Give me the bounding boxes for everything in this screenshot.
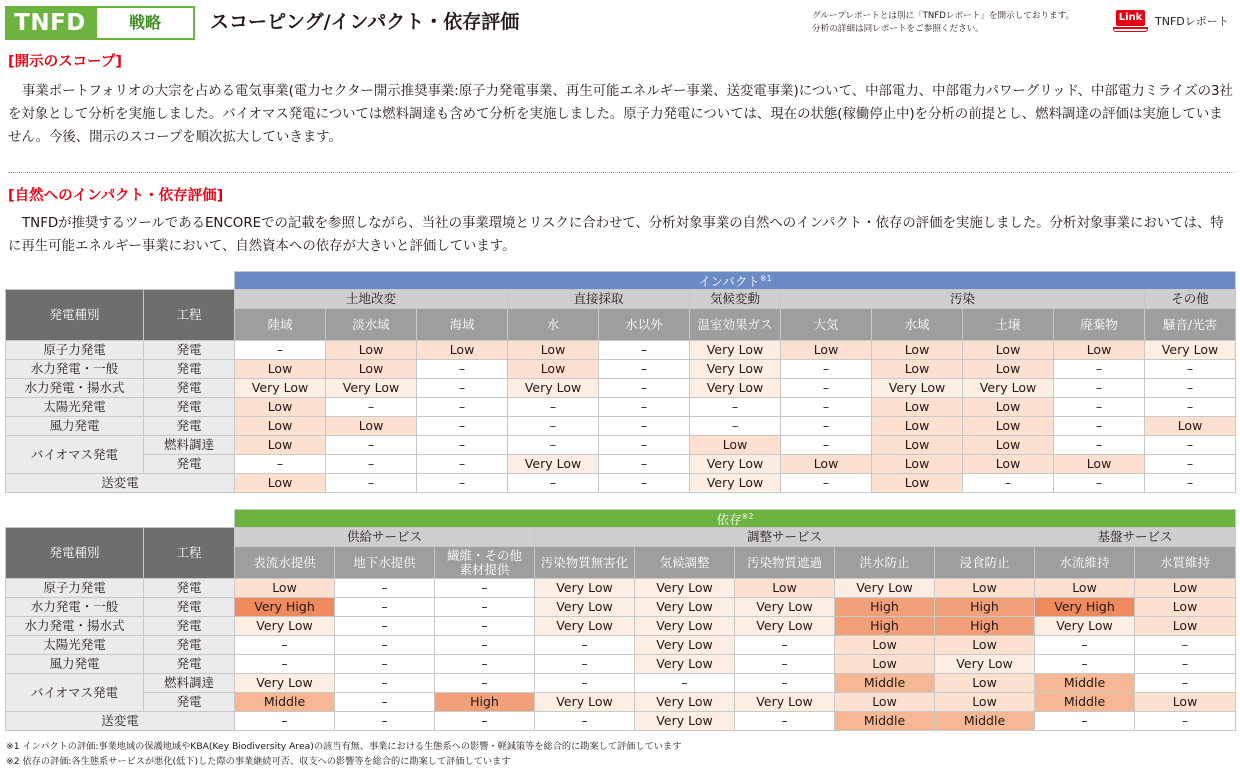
dependency-row-process: 発電 bbox=[144, 636, 235, 655]
impact-value-cell: – bbox=[508, 417, 599, 436]
impact-value-cell: – bbox=[781, 436, 872, 455]
impact-value-cell: – bbox=[1145, 398, 1236, 417]
dependency-subcol bbox=[435, 547, 535, 579]
impact-title-text: インパクト bbox=[698, 274, 760, 290]
impact-value-cell: – bbox=[326, 455, 417, 474]
dependency-value-cell: Very Low bbox=[635, 579, 735, 598]
dependency-value-cell: – bbox=[535, 636, 635, 655]
dependency-value-cell: Very Low bbox=[635, 636, 735, 655]
impact-value-cell: – bbox=[781, 360, 872, 379]
impact-value-cell: – bbox=[781, 398, 872, 417]
impact-value-cell: – bbox=[1054, 360, 1145, 379]
dependency-value-cell: – bbox=[335, 674, 435, 693]
dependency-value-cell: – bbox=[435, 655, 535, 674]
dependency-value-cell: – bbox=[435, 636, 535, 655]
dependency-value-cell: Low bbox=[935, 636, 1035, 655]
page-title: スコーピング/インパクト・依存評価 bbox=[210, 11, 520, 33]
dependency-value-cell: High bbox=[835, 598, 935, 617]
dependency-value-cell: Very High bbox=[1035, 598, 1135, 617]
dependency-value-cell: Very Low bbox=[635, 712, 735, 731]
dependency-value-cell: Very Low bbox=[735, 693, 835, 712]
dependency-row-type: バイオマス発電 bbox=[6, 674, 144, 712]
impact-value-cell: – bbox=[417, 417, 508, 436]
dependency-subcol: 水質維持 bbox=[1135, 547, 1236, 579]
dependency-value-cell: Very Low bbox=[235, 674, 335, 693]
dependency-value-cell: Low bbox=[835, 655, 935, 674]
impact-group: 土地改変 bbox=[235, 290, 508, 309]
impact-value-cell: Very Low bbox=[508, 379, 599, 398]
dependency-value-cell: – bbox=[1135, 636, 1236, 655]
impact-value-cell: – bbox=[599, 455, 690, 474]
report-note-line-2: 分析の詳細は同レポートをご参照ください。 bbox=[812, 24, 984, 34]
impact-value-cell: – bbox=[599, 436, 690, 455]
dependency-value-cell: High bbox=[935, 617, 1035, 636]
dependency-value-cell: Low bbox=[1135, 598, 1236, 617]
dependency-value-cell: Middle bbox=[835, 674, 935, 693]
impact-value-cell: Very Low bbox=[690, 341, 781, 360]
dependency-row-type: 原子力発電 bbox=[6, 579, 144, 598]
impact-value-cell: Low bbox=[872, 360, 963, 379]
dependency-table-row bbox=[6, 636, 1236, 655]
impact-value-cell: – bbox=[417, 455, 508, 474]
page-header bbox=[0, 0, 1240, 48]
impact-value-cell: – bbox=[599, 341, 690, 360]
impact-corner bbox=[6, 272, 235, 290]
dependency-value-cell: – bbox=[535, 712, 635, 731]
scope-heading: [開示のスコープ] bbox=[8, 54, 123, 70]
impact-value-cell: Low bbox=[963, 341, 1054, 360]
dependency-value-cell: – bbox=[1135, 674, 1236, 693]
impact-group: 気候変動 bbox=[690, 290, 781, 309]
impact-value-cell: Low bbox=[872, 436, 963, 455]
dependency-subcol: 表流水提供 bbox=[235, 547, 335, 579]
impact-value-cell: Low bbox=[963, 360, 1054, 379]
impact-row-process: 燃料調達 bbox=[144, 436, 235, 455]
report-note bbox=[812, 10, 1074, 36]
impact-value-cell: Low bbox=[508, 341, 599, 360]
dependency-value-cell: – bbox=[235, 636, 335, 655]
impact-value-cell: Low bbox=[1054, 341, 1145, 360]
impact-value-cell: Low bbox=[235, 474, 326, 493]
dependency-value-cell: Very Low bbox=[635, 655, 735, 674]
dependency-table-row bbox=[6, 693, 1236, 712]
dependency-value-cell: – bbox=[1035, 655, 1135, 674]
impact-row-type: 送変電 bbox=[6, 474, 235, 493]
impact-value-cell: – bbox=[1054, 436, 1145, 455]
impact-value-cell: Low bbox=[963, 436, 1054, 455]
dependency-value-cell: – bbox=[735, 655, 835, 674]
impact-value-cell: Low bbox=[1145, 417, 1236, 436]
link-icon[interactable]: Link bbox=[1116, 10, 1145, 26]
dependency-value-cell: – bbox=[335, 693, 435, 712]
impact-value-cell: – bbox=[599, 474, 690, 493]
impact-value-cell: Very Low bbox=[690, 360, 781, 379]
dependency-value-cell: Low bbox=[1035, 579, 1135, 598]
dependency-subcol: 汚染物質無害化 bbox=[535, 547, 635, 579]
dependency-group: 調整サービス bbox=[535, 528, 1035, 547]
dependency-value-cell: Very Low bbox=[235, 617, 335, 636]
dependency-value-cell: High bbox=[835, 617, 935, 636]
dependency-col-process: 工程 bbox=[144, 528, 235, 579]
impact-value-cell: – bbox=[599, 417, 690, 436]
dependency-value-cell: – bbox=[735, 636, 835, 655]
dependency-value-cell: Middle bbox=[935, 712, 1035, 731]
dependency-value-cell: Middle bbox=[235, 693, 335, 712]
impact-table-row bbox=[6, 379, 1236, 398]
impact-subcol: 土壌 bbox=[963, 309, 1054, 341]
impact-subcol: 大気 bbox=[781, 309, 872, 341]
dependency-value-cell: Very Low bbox=[535, 617, 635, 636]
impact-row-type: 水力発電・一般 bbox=[6, 360, 144, 379]
dependency-value-cell: – bbox=[435, 712, 535, 731]
impact-row-type: 水力発電・揚水式 bbox=[6, 379, 144, 398]
dependency-value-cell: Low bbox=[735, 579, 835, 598]
dependency-value-cell: Very Low bbox=[1035, 617, 1135, 636]
dependency-row-process: 発電 bbox=[144, 617, 235, 636]
dependency-table-row bbox=[6, 617, 1236, 636]
report-note-line-1: グループレポートとは別に「TNFDレポート」を開示しております。 bbox=[812, 11, 1075, 21]
impact-row-process: 発電 bbox=[144, 379, 235, 398]
impact-row-type: バイオマス発電 bbox=[6, 436, 144, 474]
impact-value-cell: Very Low bbox=[963, 379, 1054, 398]
impact-value-cell: Very Low bbox=[1145, 341, 1236, 360]
impact-row-process: 発電 bbox=[144, 398, 235, 417]
impact-row-type: 太陽光発電 bbox=[6, 398, 144, 417]
section-divider bbox=[8, 172, 1234, 173]
impact-row-type: 風力発電 bbox=[6, 417, 144, 436]
impact-subcol: 海域 bbox=[417, 309, 508, 341]
dependency-value-cell: – bbox=[535, 674, 635, 693]
impact-value-cell: Low bbox=[326, 341, 417, 360]
impact-row-process: 発電 bbox=[144, 455, 235, 474]
impact-value-cell: Low bbox=[235, 417, 326, 436]
dependency-value-cell: – bbox=[1135, 712, 1236, 731]
dependency-value-cell: – bbox=[235, 655, 335, 674]
impact-value-cell: – bbox=[417, 436, 508, 455]
impact-value-cell: Very Low bbox=[235, 379, 326, 398]
impact-subcol: 陸域 bbox=[235, 309, 326, 341]
dependency-value-cell: Middle bbox=[835, 712, 935, 731]
impact-value-cell: – bbox=[1054, 398, 1145, 417]
dependency-value-cell: – bbox=[635, 674, 735, 693]
dependency-row-process: 発電 bbox=[144, 693, 235, 712]
dependency-table-row bbox=[6, 712, 1236, 731]
impact-value-cell: Low bbox=[417, 341, 508, 360]
impact-value-cell: – bbox=[1054, 379, 1145, 398]
dependency-value-cell: – bbox=[335, 636, 435, 655]
impact-group: 汚染 bbox=[781, 290, 1145, 309]
dependency-value-cell: Very Low bbox=[835, 579, 935, 598]
dependency-value-cell: – bbox=[335, 617, 435, 636]
impact-table-row bbox=[6, 360, 1236, 379]
impact-value-cell: – bbox=[235, 341, 326, 360]
dependency-value-cell: Very Low bbox=[735, 617, 835, 636]
impact-subcol: 騒音/光害 bbox=[1145, 309, 1236, 341]
impact-value-cell: Very Low bbox=[508, 455, 599, 474]
dependency-value-cell: Low bbox=[935, 674, 1035, 693]
dependency-group: 基盤サービス bbox=[1035, 528, 1236, 547]
impact-subcol: 水域 bbox=[872, 309, 963, 341]
dependency-subcol-line: 素材提供 bbox=[459, 561, 510, 577]
dependency-value-cell: Low bbox=[835, 636, 935, 655]
category-badge: 戦略 bbox=[95, 6, 195, 40]
dependency-title-note: ※2 bbox=[741, 512, 754, 521]
impact-value-cell: – bbox=[1054, 474, 1145, 493]
dependency-value-cell: Low bbox=[835, 693, 935, 712]
dependency-row-process: 発電 bbox=[144, 579, 235, 598]
impact-value-cell: Very Low bbox=[690, 474, 781, 493]
impact-table-row bbox=[6, 474, 1236, 493]
dependency-subcol: 浸食防止 bbox=[935, 547, 1035, 579]
dependency-value-cell: – bbox=[735, 674, 835, 693]
dependency-value-cell: Low bbox=[1135, 693, 1236, 712]
dependency-subcol-line: 繊維・その他 bbox=[446, 547, 522, 563]
dependency-value-cell: Very Low bbox=[535, 598, 635, 617]
impact-value-cell: – bbox=[508, 398, 599, 417]
impact-value-cell: – bbox=[1145, 360, 1236, 379]
dependency-value-cell: – bbox=[435, 598, 535, 617]
dependency-value-cell: Very Low bbox=[635, 693, 735, 712]
impact-table-row bbox=[6, 436, 1236, 455]
assessment-text: TNFDが推奨するツールであるENCOREでの記載を参照しながら、当社の事業環境とリスクに合わせて、分析対象事業の自然へのインパクト・依存の評価を実施しました。分析対象事業においては、特に再生可能エネルギー事業において、自然資本への依存が大きいと評価しています。 bbox=[8, 216, 1224, 254]
dependency-value-cell: – bbox=[435, 579, 535, 598]
impact-value-cell: Low bbox=[235, 398, 326, 417]
impact-col-type: 発電種別 bbox=[6, 290, 144, 341]
impact-table-row bbox=[6, 455, 1236, 474]
impact-value-cell: Low bbox=[235, 436, 326, 455]
dependency-value-cell: – bbox=[335, 655, 435, 674]
dependency-value-cell: Very High bbox=[235, 598, 335, 617]
impact-value-cell: Low bbox=[872, 341, 963, 360]
impact-value-cell: – bbox=[1145, 474, 1236, 493]
dependency-table-row bbox=[6, 655, 1236, 674]
impact-table-row bbox=[6, 341, 1236, 360]
impact-value-cell: – bbox=[508, 474, 599, 493]
impact-subcol: 温室効果ガス bbox=[690, 309, 781, 341]
impact-value-cell: Low bbox=[781, 455, 872, 474]
dependency-group: 供給サービス bbox=[235, 528, 535, 547]
impact-value-cell: – bbox=[1145, 455, 1236, 474]
impact-group: 直接採取 bbox=[508, 290, 690, 309]
dependency-subcol: 気候調整 bbox=[635, 547, 735, 579]
impact-value-cell: – bbox=[690, 417, 781, 436]
dependency-value-cell: – bbox=[435, 674, 535, 693]
impact-value-cell: Very Low bbox=[690, 455, 781, 474]
impact-row-process: 発電 bbox=[144, 360, 235, 379]
tnfd-report-link[interactable]: TNFDレポート bbox=[1155, 15, 1229, 28]
impact-value-cell: – bbox=[781, 474, 872, 493]
impact-value-cell: Low bbox=[781, 341, 872, 360]
impact-value-cell: – bbox=[235, 455, 326, 474]
footnote-1: ※1 インパクトの評価:事業地域の保護地域やKBA(Key Biodiversity Area)の該当有無、事業における生態系への影響・軽減策等を総合的に勘案して評価しています bbox=[6, 741, 682, 752]
dependency-value-cell: Low bbox=[235, 579, 335, 598]
dependency-subcol: 汚染物質遮過 bbox=[735, 547, 835, 579]
impact-value-cell: – bbox=[326, 436, 417, 455]
dependency-value-cell: Very Low bbox=[635, 598, 735, 617]
dependency-value-cell: – bbox=[235, 712, 335, 731]
impact-value-cell: Low bbox=[508, 360, 599, 379]
dependency-value-cell: Low bbox=[1135, 617, 1236, 636]
impact-subcol: 水以外 bbox=[599, 309, 690, 341]
dependency-value-cell: – bbox=[335, 579, 435, 598]
impact-value-cell: – bbox=[781, 379, 872, 398]
impact-col-process: 工程 bbox=[144, 290, 235, 341]
dependency-value-cell: Very Low bbox=[635, 617, 735, 636]
impact-value-cell: Low bbox=[872, 417, 963, 436]
impact-table bbox=[5, 271, 1236, 493]
impact-value-cell: Low bbox=[872, 398, 963, 417]
impact-row-process: 発電 bbox=[144, 341, 235, 360]
impact-subcol: 淡水域 bbox=[326, 309, 417, 341]
dependency-subcol: 水流維持 bbox=[1035, 547, 1135, 579]
impact-subcol: 廃棄物 bbox=[1054, 309, 1145, 341]
impact-value-cell: – bbox=[1145, 379, 1236, 398]
impact-value-cell: Low bbox=[690, 436, 781, 455]
impact-value-cell: – bbox=[417, 379, 508, 398]
impact-value-cell: Very Low bbox=[690, 379, 781, 398]
dependency-corner bbox=[6, 510, 235, 528]
impact-title bbox=[235, 272, 1236, 290]
tnfd-badge: TNFD bbox=[5, 6, 95, 40]
impact-value-cell: Low bbox=[963, 455, 1054, 474]
dependency-table-row bbox=[6, 579, 1236, 598]
dependency-subcol: 地下水提供 bbox=[335, 547, 435, 579]
impact-value-cell: Low bbox=[963, 398, 1054, 417]
dependency-value-cell: High bbox=[435, 693, 535, 712]
dependency-value-cell: Low bbox=[935, 579, 1035, 598]
dependency-value-cell: – bbox=[735, 712, 835, 731]
dependency-value-cell: Low bbox=[935, 693, 1035, 712]
impact-value-cell: Low bbox=[963, 417, 1054, 436]
dependency-table-row bbox=[6, 674, 1236, 693]
impact-value-cell: – bbox=[690, 398, 781, 417]
impact-row-type: 原子力発電 bbox=[6, 341, 144, 360]
dependency-value-cell: – bbox=[1035, 712, 1135, 731]
impact-value-cell: Low bbox=[1054, 455, 1145, 474]
dependency-row-type: 水力発電・一般 bbox=[6, 598, 144, 617]
dependency-value-cell: Very Low bbox=[535, 579, 635, 598]
dependency-title-text: 依存 bbox=[716, 512, 742, 528]
impact-value-cell: – bbox=[417, 398, 508, 417]
impact-value-cell: Low bbox=[872, 474, 963, 493]
scope-text: 事業ポートフォリオの大宗を占める電気事業(電力セクター開示推奨事業:原子力発電事業、再生可能エネルギー事業、送変電事業)について、中部電力、中部電力パワーグリッド、中部電力ミライズの3社を対象として分析を実施しました。バイオマス発電については燃料調達も含めて分析を実施しました。原子力発電については、現在の状態(稼働停止中)を分析の前提とし、燃料調達の評価は実施していません。今後、開示のスコープを順次拡大していきます。 bbox=[8, 84, 1233, 145]
dependency-value-cell: High bbox=[935, 598, 1035, 617]
impact-value-cell: Very Low bbox=[872, 379, 963, 398]
dependency-value-cell: – bbox=[535, 655, 635, 674]
impact-value-cell: Low bbox=[326, 360, 417, 379]
dependency-row-process: 発電 bbox=[144, 655, 235, 674]
impact-row-process: 発電 bbox=[144, 417, 235, 436]
impact-value-cell: – bbox=[508, 436, 599, 455]
dependency-row-process: 発電 bbox=[144, 598, 235, 617]
impact-value-cell: Low bbox=[235, 360, 326, 379]
impact-value-cell: Low bbox=[326, 417, 417, 436]
dependency-value-cell: Middle bbox=[1035, 674, 1135, 693]
dependency-value-cell: Very Low bbox=[535, 693, 635, 712]
dependency-value-cell: Very Low bbox=[735, 598, 835, 617]
impact-group: その他 bbox=[1145, 290, 1236, 309]
impact-value-cell: – bbox=[781, 417, 872, 436]
impact-value-cell: – bbox=[417, 474, 508, 493]
dependency-value-cell: – bbox=[335, 712, 435, 731]
impact-value-cell: – bbox=[1145, 436, 1236, 455]
dependency-value-cell: Middle bbox=[1035, 693, 1135, 712]
impact-subcol: 水 bbox=[508, 309, 599, 341]
dependency-table bbox=[5, 509, 1236, 731]
impact-value-cell: – bbox=[326, 474, 417, 493]
impact-value-cell: – bbox=[417, 360, 508, 379]
impact-value-cell: Very Low bbox=[326, 379, 417, 398]
dependency-value-cell: Very Low bbox=[935, 655, 1035, 674]
dependency-value-cell: – bbox=[1035, 636, 1135, 655]
impact-table-row bbox=[6, 417, 1236, 436]
dependency-col-type: 発電種別 bbox=[6, 528, 144, 579]
dependency-row-process: 燃料調達 bbox=[144, 674, 235, 693]
assessment-heading: [自然へのインパクト・依存評価] bbox=[8, 188, 224, 204]
impact-value-cell: – bbox=[599, 360, 690, 379]
footnote-2: ※2 依存の評価:各生態系サービスが悪化(低下)した際の事業継続可否、収支への影響等を総合的に勘案して評価しています bbox=[6, 756, 511, 767]
dependency-row-type: 水力発電・揚水式 bbox=[6, 617, 144, 636]
impact-value-cell: – bbox=[963, 474, 1054, 493]
impact-value-cell: – bbox=[1054, 417, 1145, 436]
dependency-title bbox=[235, 510, 1236, 528]
impact-value-cell: – bbox=[599, 398, 690, 417]
dependency-row-type: 送変電 bbox=[6, 712, 235, 731]
dependency-row-type: 太陽光発電 bbox=[6, 636, 144, 655]
dependency-value-cell: – bbox=[335, 598, 435, 617]
laptop-base-icon bbox=[1113, 27, 1148, 32]
dependency-table-row bbox=[6, 598, 1236, 617]
dependency-value-cell: Low bbox=[1135, 579, 1236, 598]
impact-value-cell: Low bbox=[872, 455, 963, 474]
dependency-value-cell: – bbox=[1135, 655, 1236, 674]
dependency-value-cell: – bbox=[435, 617, 535, 636]
dependency-row-type: 風力発電 bbox=[6, 655, 144, 674]
impact-value-cell: – bbox=[599, 379, 690, 398]
dependency-subcol: 洪水防止 bbox=[835, 547, 935, 579]
impact-table-row bbox=[6, 398, 1236, 417]
impact-title-note: ※1 bbox=[759, 274, 772, 283]
impact-value-cell: – bbox=[326, 398, 417, 417]
